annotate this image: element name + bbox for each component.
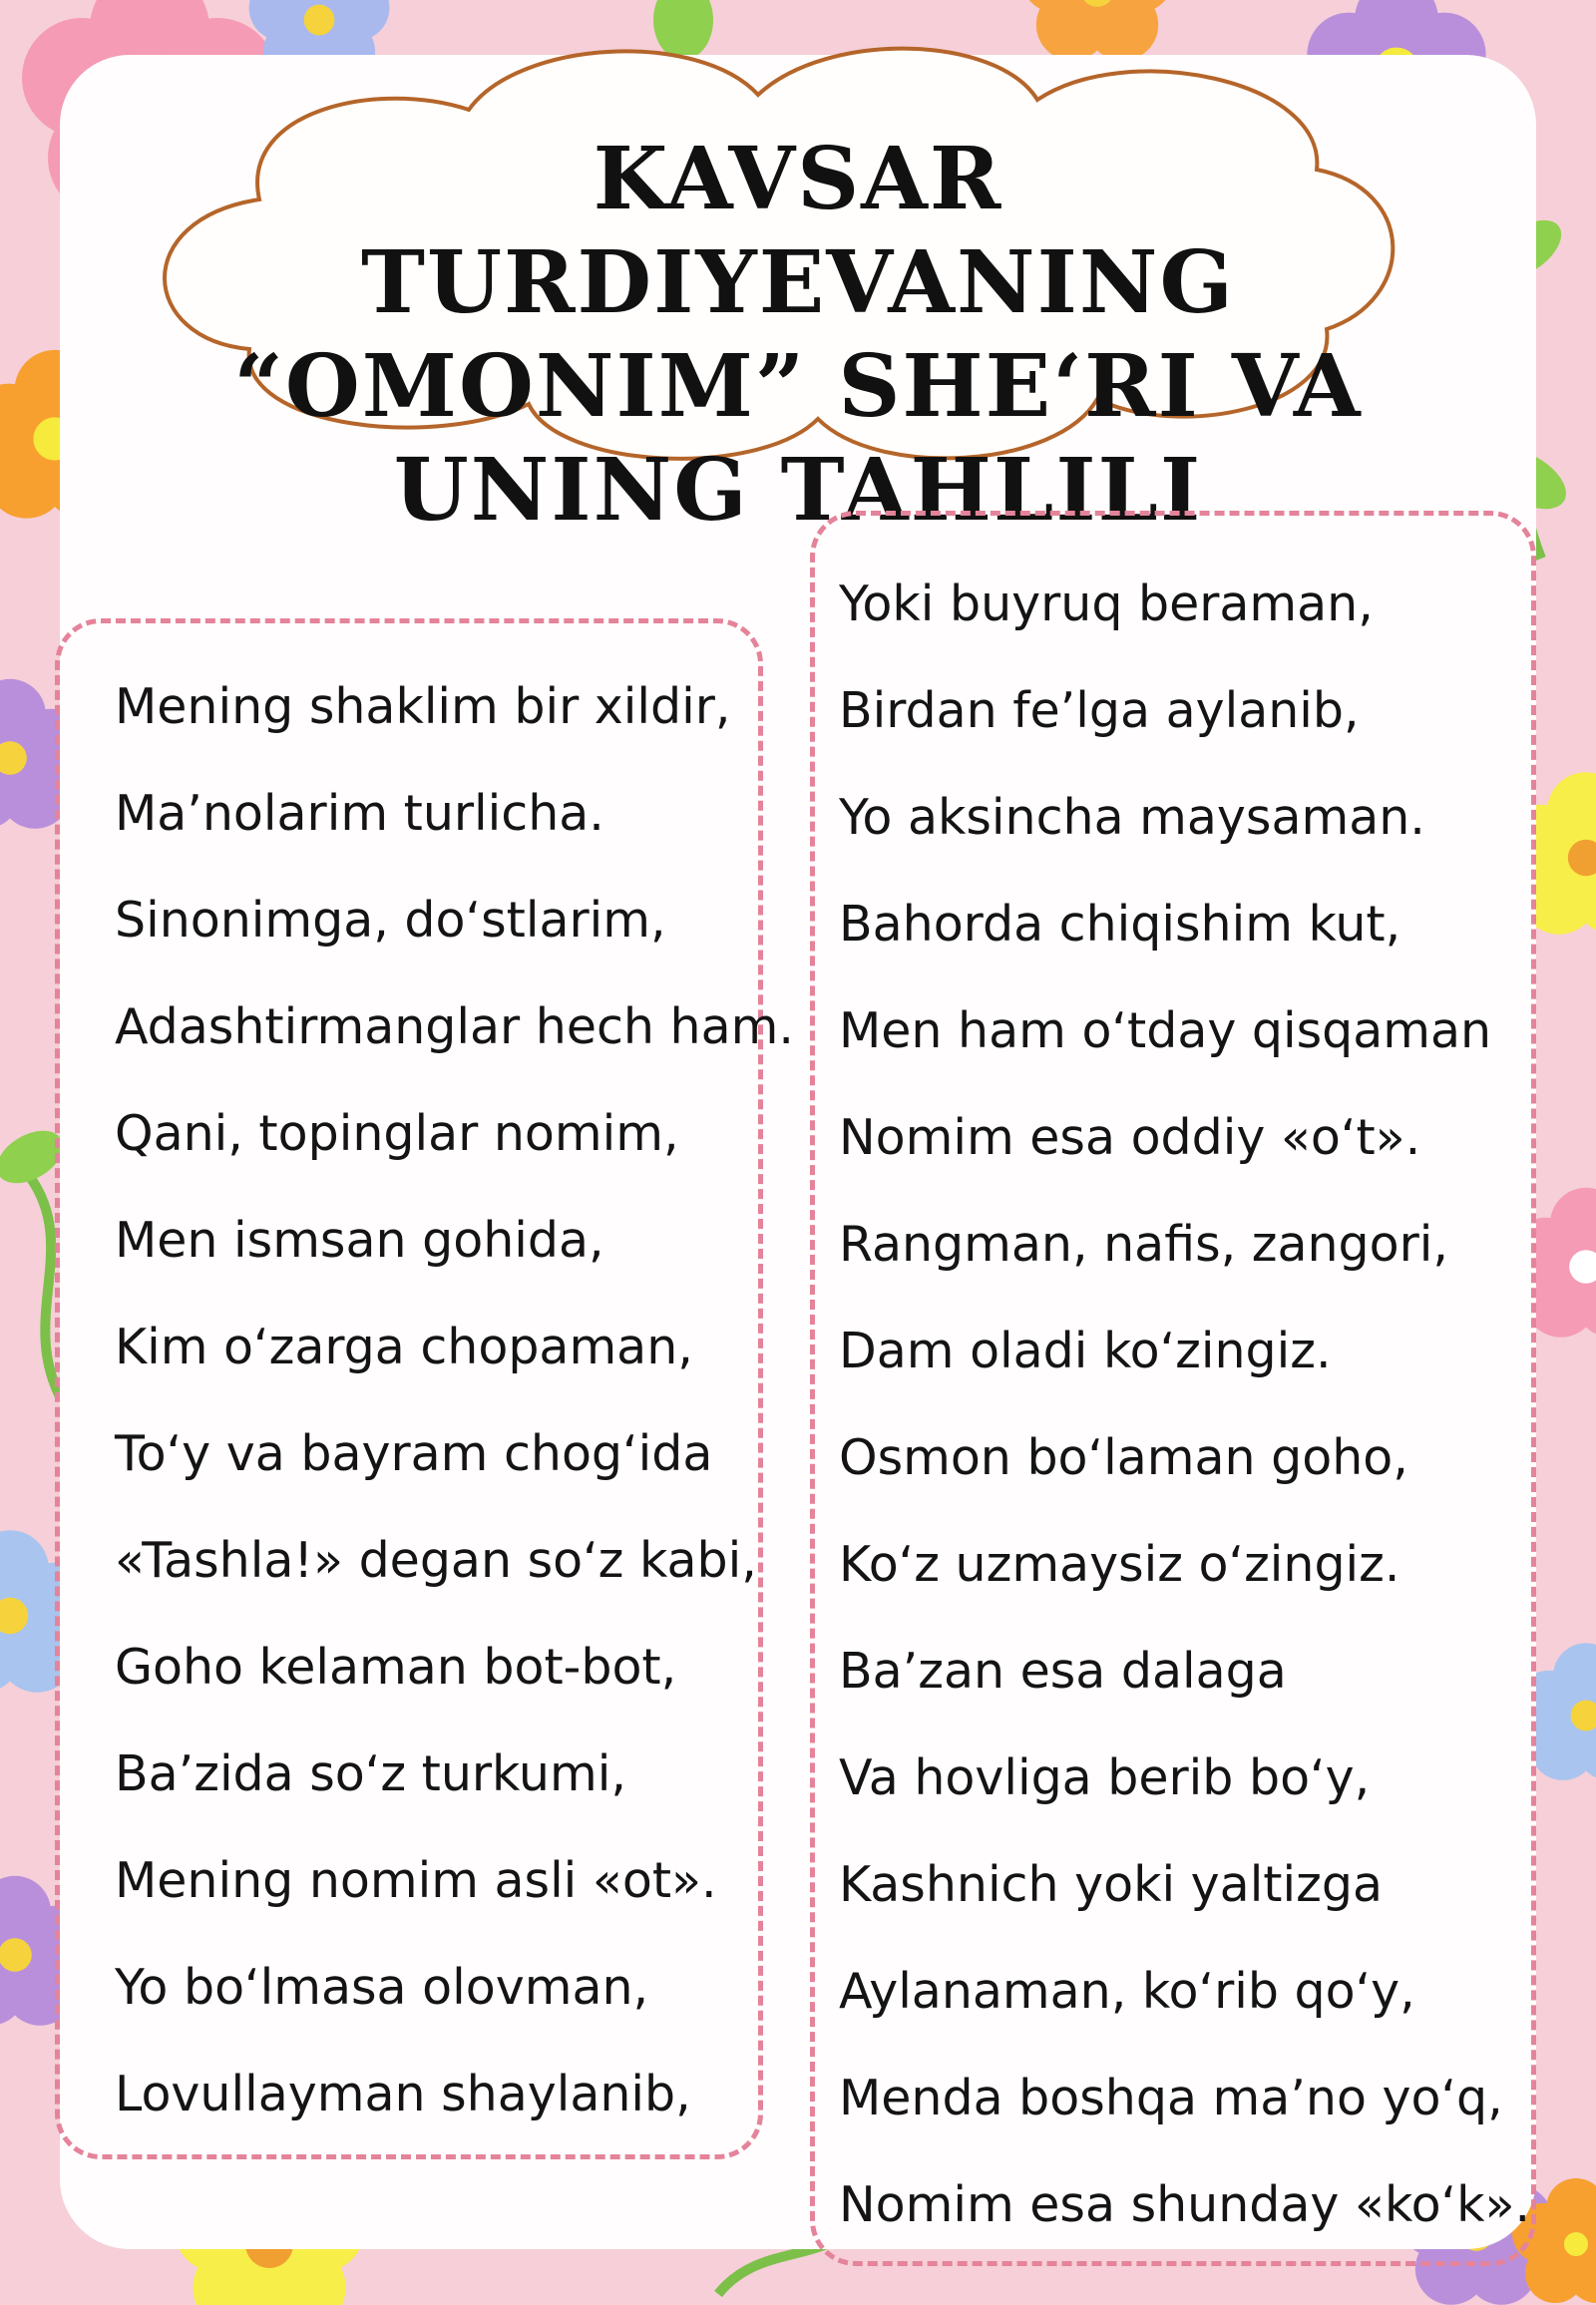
poem-line: Ma’nolarim turlicha. (115, 785, 604, 842)
title-line: “OMONIM” SHE‘RI VA (233, 336, 1363, 437)
poem-line: Dam oladi ko‘zingiz. (839, 1323, 1332, 1379)
poem-line: «Tashla!» degan so‘z kabi, (115, 1532, 757, 1589)
poem-line: Nomim esa oddiy «o‘t». (839, 1109, 1421, 1166)
page-title (150, 128, 1446, 543)
poem-line: Aylanaman, ko‘rib qo‘y, (839, 1963, 1415, 2020)
poem-lines-right (839, 551, 1530, 2258)
poem-lines-left (115, 653, 794, 2147)
poem-line: Menda boshqa ma’no yo‘q, (839, 2070, 1503, 2126)
poem-line: Goho kelaman bot-bot, (115, 1639, 677, 1696)
poem-line: To‘y va bayram chog‘ida (115, 1425, 713, 1482)
title-line: UNING TAHLILI (393, 440, 1203, 541)
poem-line: Kim o‘zarga chopaman, (115, 1319, 693, 1375)
poem-line: Rangman, nafis, zangori, (839, 1216, 1448, 1273)
poem-line: Men ismsan gohida, (115, 1212, 604, 1269)
poem-line: Ko‘z uzmaysiz o‘zingiz. (839, 1536, 1400, 1593)
poem-line: Mening shaklim bir xildir, (115, 678, 731, 735)
poem-column-right (810, 511, 1536, 2266)
poem-line: Kashnich yoki yaltizga (839, 1856, 1383, 1913)
poem-line: Birdan fe’lga aylanib, (839, 682, 1360, 739)
poem-line: Va hovliga berib bo‘y, (839, 1749, 1371, 1806)
poem-line: Ba’zan esa dalaga (839, 1643, 1287, 1700)
poem-line: Yo aksincha maysaman. (839, 789, 1425, 846)
poem-line: Qani, topinglar nomim, (115, 1105, 679, 1162)
poem-column-left (55, 618, 794, 2159)
poem-line: Mening nomim asli «ot». (115, 1852, 717, 1909)
poem-line: Ba’zida so‘z turkumi, (115, 1745, 626, 1802)
poem-line: Men ham o‘tday qisqaman (839, 1002, 1492, 1059)
poem-line: Nomim esa shunday «ko‘k». (839, 2176, 1531, 2233)
poem-line: Sinonimga, do‘stlarim, (115, 892, 666, 949)
poem-line: Lovullayman shaylanib, (115, 2066, 691, 2122)
poem-line: Yo bo‘lmasa olovman, (115, 1959, 649, 2016)
poem-line: Bahorda chiqishim kut, (839, 896, 1401, 953)
poem-line: Yoki buyruq beraman, (839, 576, 1374, 632)
title-line: KAVSAR TURDIYEVANING (361, 129, 1235, 333)
poem-line: Adashtirmanglar hech ham. (115, 998, 794, 1055)
poem-line: Osmon bo‘laman goho, (839, 1429, 1408, 1486)
